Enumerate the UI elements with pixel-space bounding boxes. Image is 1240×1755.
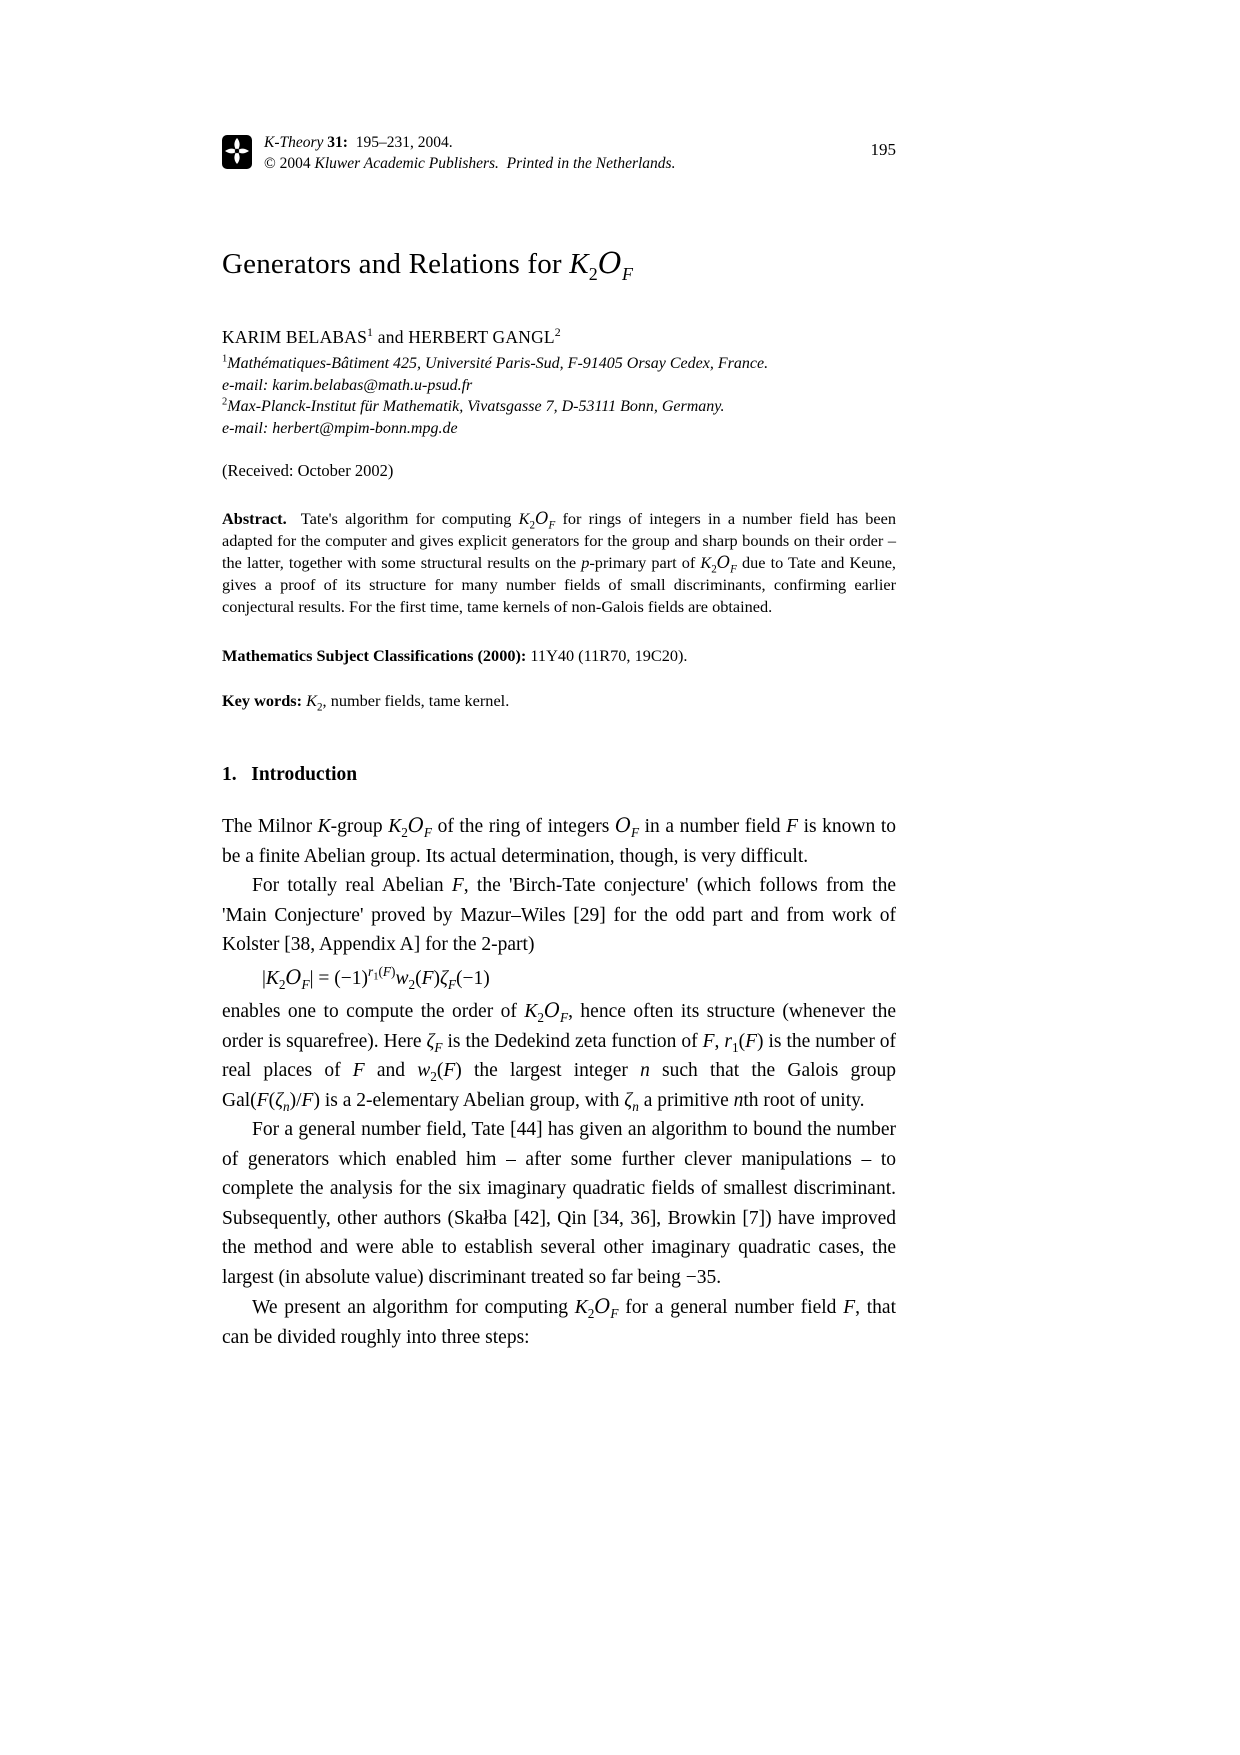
section-1-heading: 1. Introduction	[222, 764, 358, 785]
journal-info	[264, 132, 871, 174]
publisher-logo-icon	[222, 133, 252, 171]
intro-paragraph-5: We present an algorithm for computing $K_2O_F$ for a general number field F, that can be divided roughly into three steps:	[222, 1295, 896, 1348]
page-content	[222, 0, 896, 1352]
msc-line: Mathematics Subject Classifications (2000): 11Y40 (11R70, 19C20).	[222, 646, 688, 665]
intro-paragraph-2: For totally real Abelian F, the 'Birch-Tate conjecture' (which follows from the 'Main Conjecture' proved by Mazur–Wiles [29] for the odd part and from work of Kolster [38, Appendix A] for the 2-part)	[222, 875, 896, 955]
intro-paragraph-3: enables one to compute the order of $K_2O_F$, hence often its structure (whenever the order is squarefree). Here $\zeta_F$ is the Dedekind zeta function of F, $r_1(F)$ is the number of real places of F and $w_2(F)$ the largest integer n such that the Galois group $Gal(F(\zeta_n)/F)$ is a 2-elementary Abelian group, with $\zeta_n$ a primitive nth root of unity.	[222, 999, 897, 1114]
intro-paragraph-1: The Milnor K-group $K_2O_F$ of the ring of integers $O_F$ in a number field F is known to be a finite Abelian group. Its actual determination, though, is very difficult.	[222, 814, 897, 867]
journal-citation: K-Theory 31: 195–231, 2004.	[264, 134, 453, 151]
affiliation-1-email: e-mail: karim.belabas@math.u-psud.fr	[222, 376, 473, 394]
intro-paragraph-4: For a general number field, Tate [44] has given an algorithm to bound the number of generators which enabled him – after some further clever manipulations – to complete the analysis for the six imaginary quadratic fields of smallest discriminant. Subsequently, other authors (Skałba [42], Qin [34, 36], Browkin [7]) have improved the method and were able to establish several other imaginary quadratic cases, the largest (in absolute value) discriminant treated so far being −35.	[222, 1119, 896, 1288]
authors-line: KARIM BELABAS$^1$ and HERBERT GANGL$^2$	[222, 325, 561, 347]
keywords-line: Key words: $K_2$, number fields, tame kernel.	[222, 691, 510, 714]
affiliation-1-address: $^1$Mathématiques-Bâtiment 425, Université Paris-Sud, F-91405 Orsay Cedex, France.	[222, 353, 769, 372]
received-line: (Received: October 2002)	[222, 461, 394, 480]
paper-title: Generators and Relations for $K_2O_F$	[222, 246, 634, 284]
copyright-line: © 2004 Kluwer Academic Publishers. Printed in the Netherlands.	[264, 155, 676, 172]
abstract-paragraph: Abstract. Tate's algorithm for computing $K_2O_F$ for rings of integers in a number field has been adapted for the computer and gives explicit generators for the group and sharp bounds on their order – the latter, together with some structural results on the p-primary part of $K_2O_F$ due to Tate and Keune, gives a proof of its structure for many number fields of small discriminants, confirming earlier conjectural results. For the first time, tame kernels of non-Galois fields are obtained.	[222, 509, 897, 616]
affiliation-2-address: $^2$Max-Planck-Institut für Mathematik, Vivatsgasse 7, D-53111 Bonn, Germany.	[222, 396, 725, 415]
journal-header	[222, 0, 896, 174]
page-number: 195	[870, 140, 896, 159]
birch-tate-equation: $|K_2O_F| = (-1)^{r_1(F)}w_2(F)\zeta_F(-1)$	[262, 964, 490, 992]
affiliation-2-email: e-mail: herbert@mpim-bonn.mpg.de	[222, 419, 458, 437]
affiliations-block	[222, 353, 896, 439]
